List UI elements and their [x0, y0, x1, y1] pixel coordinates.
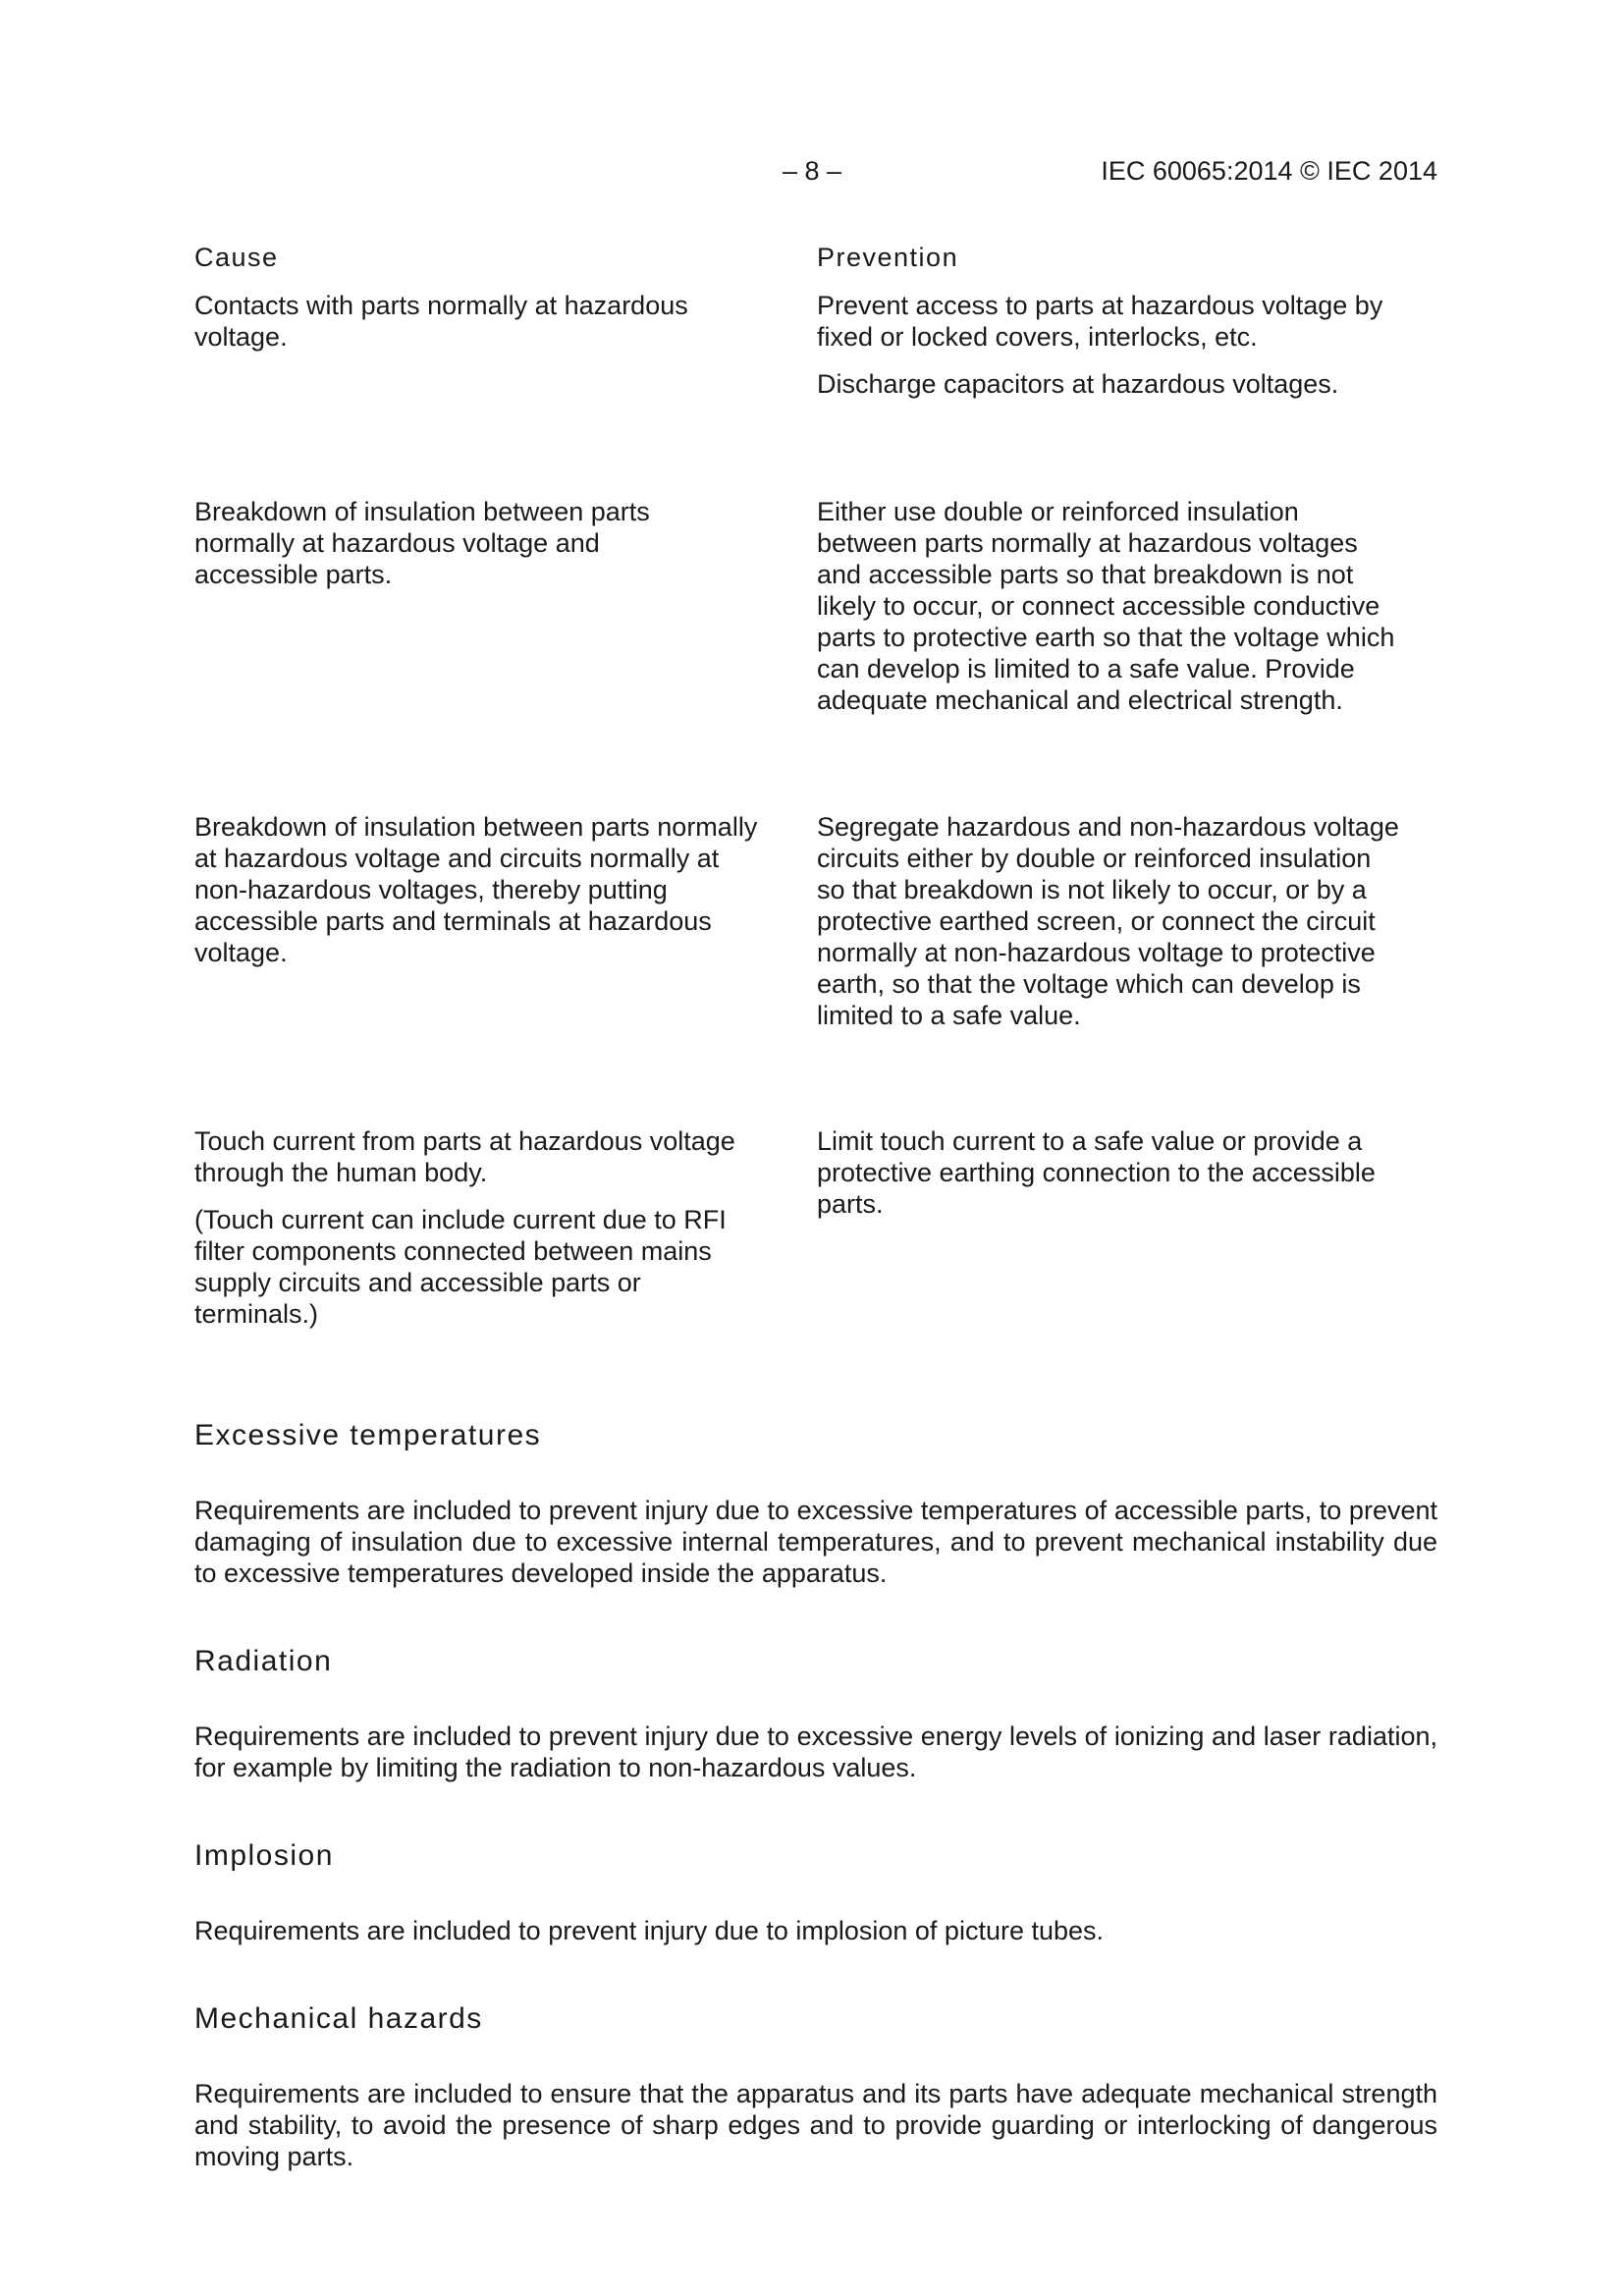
- table-row-1-prevention: [817, 290, 1406, 415]
- column-heading-prevention: Prevention: [817, 243, 959, 272]
- section-title-radiation: Radiation: [194, 1645, 333, 1677]
- section-title-implosion: Implosion: [194, 1839, 334, 1872]
- cause-note: (Touch current can include current due to RFI filter components connected between mains supply circuits and accessible parts or terminals.): [194, 1205, 727, 1329]
- section-text-mechanical-hazards: Requirements are included to ensure that the apparatus and its parts have adequate mechanical strength and stability, to avoid the presence of sharp edges and to provide guarding or interlocking of dangerous moving parts.: [194, 2079, 1437, 2171]
- table-row-4-cause: [194, 1125, 764, 1345]
- page-number: – 8 –: [783, 156, 842, 186]
- prevention-text: Discharge capacitors at hazardous voltages.: [817, 369, 1339, 399]
- table-row-4-prevention: [817, 1125, 1396, 1235]
- section-title-mechanical-hazards: Mechanical hazards: [194, 2002, 483, 2035]
- section-text-radiation: Requirements are included to prevent injury due to excessive energy levels of ionizing and laser radiation, for example by limiting the radiation to non-hazardous values.: [194, 1722, 1437, 1782]
- section-text-implosion: Requirements are included to prevent injury due to implosion of picture tubes.: [194, 1916, 1105, 1945]
- section-text-excessive-temperatures: Requirements are included to prevent injury due to excessive temperatures of accessible parts, to prevent damaging of insulation due to excessive internal temperatures, and to prevent mechanical instability due to excessive temperatures developed inside the apparatus.: [194, 1496, 1437, 1588]
- table-row-2-cause: [194, 496, 730, 606]
- prevention-text: Segregate hazardous and non-hazardous voltage circuits either by double or reinforced insulation so that breakdown is not likely to occur, or by a protective earthed screen, or connect the circuit normally at non-hazardous voltage to protective earth, so that the voltage which can develop is limited to a safe value.: [817, 812, 1399, 1030]
- cause-text: Touch current from parts at hazardous voltage through the human body.: [194, 1126, 735, 1187]
- table-row-3-prevention: [817, 811, 1406, 1047]
- cause-text: Breakdown of insulation between parts normally at hazardous voltage and circuits normally at non-hazardous voltages, thereby putting accessible parts and terminals at hazardous voltage.: [194, 812, 758, 967]
- section-title-excessive-temperatures: Excessive temperatures: [194, 1419, 542, 1451]
- cause-text: Contacts with parts normally at hazardous voltage.: [194, 291, 688, 352]
- prevention-text: Limit touch current to a safe value or provide a protective earthing connection to the accessible parts.: [817, 1126, 1376, 1219]
- standard-reference: IEC 60065:2014 © IEC 2014: [1101, 156, 1437, 186]
- prevention-text: Either use double or reinforced insulation between parts normally at hazardous voltages and accessible parts so that breakdown is not likely to occur, or connect accessible conductive parts to protective earth so that the voltage which can develop is limited to a safe value. Provide adequate mechanical and electrical strength.: [817, 497, 1395, 715]
- cause-text: Breakdown of insulation between parts normally at hazardous voltage and accessible parts.: [194, 497, 650, 589]
- table-row-3-cause: [194, 811, 779, 984]
- column-heading-cause: Cause: [194, 243, 279, 272]
- table-row-2-prevention: [817, 496, 1396, 732]
- prevention-text: Prevent access to parts at hazardous voltage by fixed or locked covers, interlocks, etc.: [817, 291, 1383, 352]
- table-row-1-cause: [194, 290, 764, 368]
